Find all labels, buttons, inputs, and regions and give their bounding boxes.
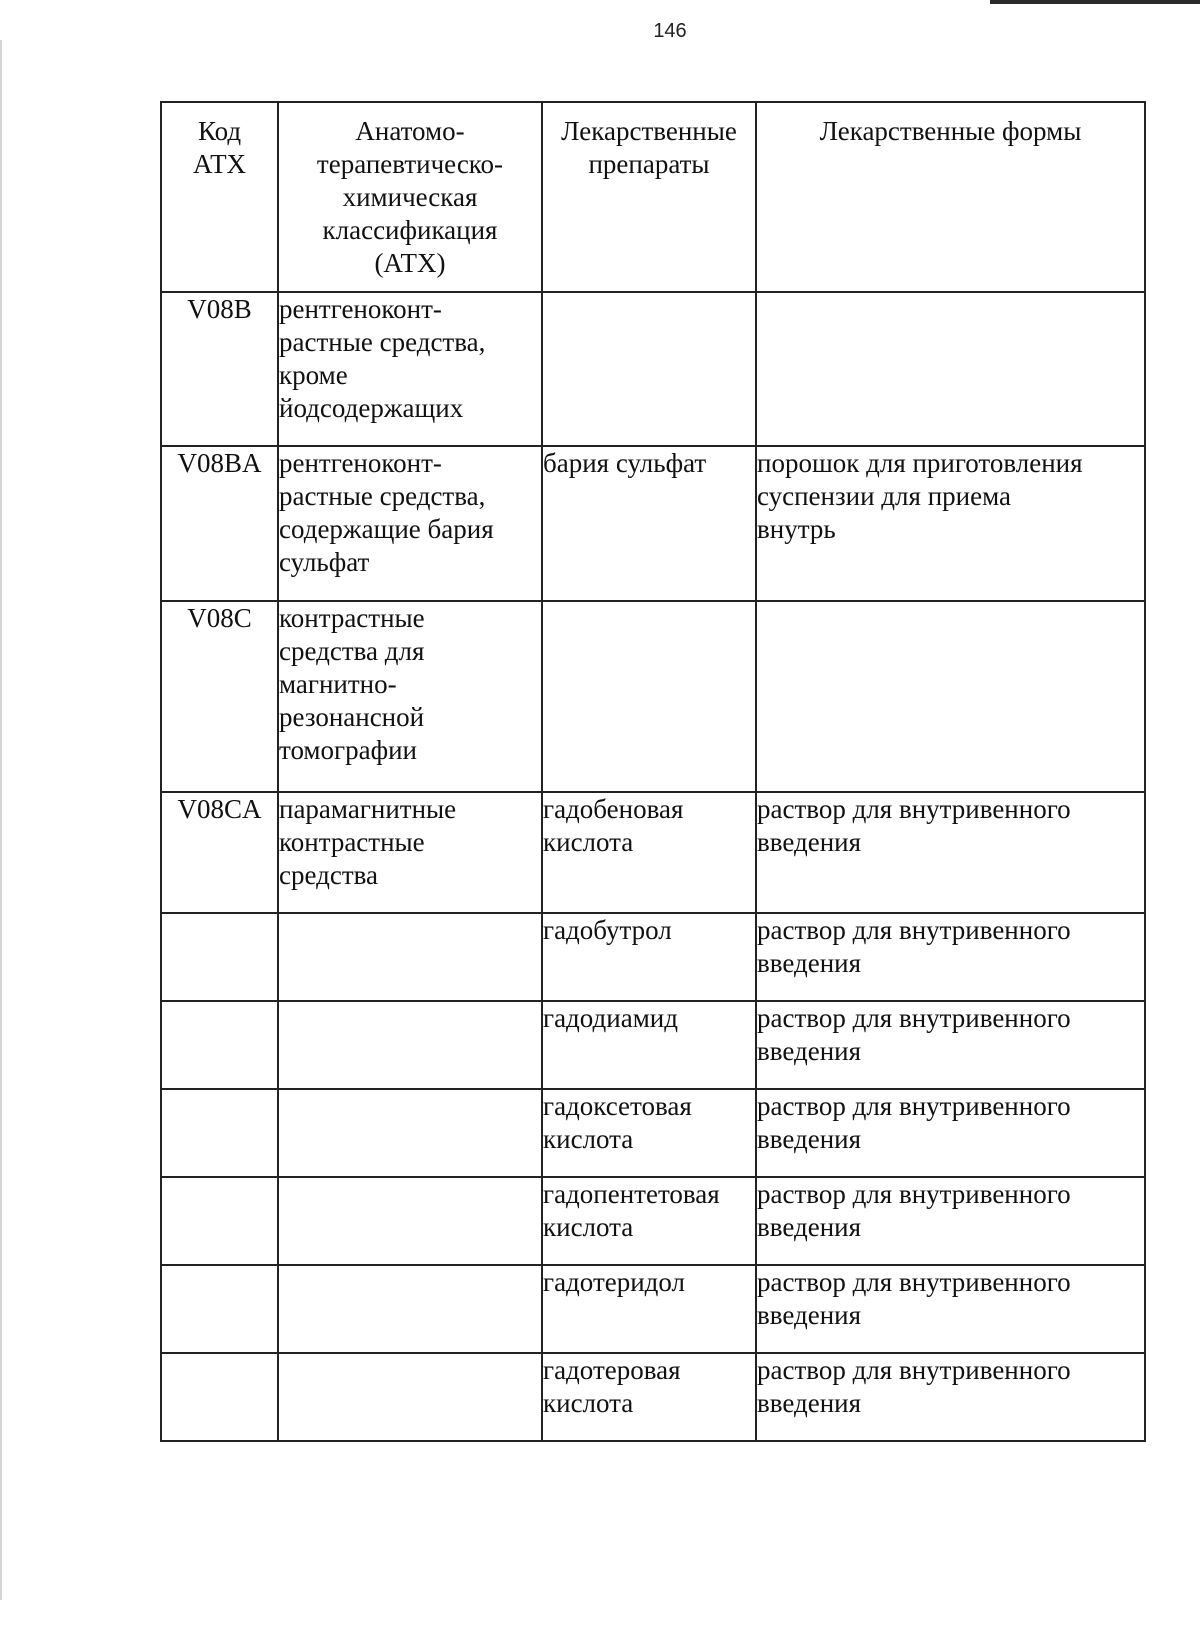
cell-code bbox=[161, 1177, 278, 1265]
cell-drug: гадотеридол bbox=[542, 1265, 756, 1353]
scan-edge-left bbox=[0, 40, 2, 1600]
cell-form: раствор для внутривенного введения bbox=[756, 913, 1145, 1001]
table-row bbox=[161, 792, 1145, 913]
cell-drug: гадотеровая кислота bbox=[542, 1353, 756, 1441]
page-number: 146 bbox=[653, 20, 687, 42]
cell-drug bbox=[542, 292, 756, 446]
cell-form: раствор для внутривенного введения bbox=[756, 1089, 1145, 1177]
cell-code: V08CA bbox=[161, 792, 278, 913]
cell-classification: контрастные средства для магнитно- резонансной томографии bbox=[278, 601, 542, 792]
cell-classification: рентгеноконт- растные средства, кроме йодсодержащих bbox=[278, 292, 542, 446]
cell-code bbox=[161, 1265, 278, 1353]
cell-drug: гадопентетовая кислота bbox=[542, 1177, 756, 1265]
cell-form: раствор для внутривенного введения bbox=[756, 1177, 1145, 1265]
header-drugs: Лекарственные препараты bbox=[542, 102, 756, 292]
cell-code: V08C bbox=[161, 601, 278, 792]
cell-classification bbox=[278, 1177, 542, 1265]
table-row bbox=[161, 601, 1145, 792]
cell-code bbox=[161, 1353, 278, 1441]
atx-table bbox=[160, 101, 1146, 1442]
scan-edge-top bbox=[990, 0, 1200, 4]
table-row bbox=[161, 1089, 1145, 1177]
table-row bbox=[161, 1001, 1145, 1089]
cell-drug: гадобеновая кислота bbox=[542, 792, 756, 913]
cell-form: раствор для внутривенного введения bbox=[756, 792, 1145, 913]
cell-drug: гадоксетовая кислота bbox=[542, 1089, 756, 1177]
cell-classification bbox=[278, 913, 542, 1001]
cell-code bbox=[161, 1001, 278, 1089]
table-row bbox=[161, 913, 1145, 1001]
table-row bbox=[161, 292, 1145, 446]
cell-form: раствор для внутривенного введения bbox=[756, 1353, 1145, 1441]
cell-classification bbox=[278, 1265, 542, 1353]
cell-drug: гадодиамид bbox=[542, 1001, 756, 1089]
cell-classification: рентгеноконт- растные средства, содержащие бария сульфат bbox=[278, 446, 542, 601]
cell-form: раствор для внутривенного введения bbox=[756, 1265, 1145, 1353]
cell-classification bbox=[278, 1353, 542, 1441]
cell-drug: гадобутрол bbox=[542, 913, 756, 1001]
cell-form bbox=[756, 292, 1145, 446]
cell-form: порошок для приготовления суспензии для приема внутрь bbox=[756, 446, 1145, 601]
cell-drug bbox=[542, 601, 756, 792]
cell-classification bbox=[278, 1089, 542, 1177]
table-row bbox=[161, 1177, 1145, 1265]
cell-code bbox=[161, 913, 278, 1001]
header-code: Код АТХ bbox=[161, 102, 278, 292]
cell-form bbox=[756, 601, 1145, 792]
cell-classification: парамагнитные контрастные средства bbox=[278, 792, 542, 913]
table-header-row bbox=[161, 102, 1145, 292]
table-row bbox=[161, 1265, 1145, 1353]
cell-code: V08B bbox=[161, 292, 278, 446]
cell-code: V08BA bbox=[161, 446, 278, 601]
cell-classification bbox=[278, 1001, 542, 1089]
cell-drug: бария сульфат bbox=[542, 446, 756, 601]
cell-form: раствор для внутривенного введения bbox=[756, 1001, 1145, 1089]
table-row bbox=[161, 446, 1145, 601]
header-classification: Анатомо- терапевтическо- химическая классификация (АТХ) bbox=[278, 102, 542, 292]
cell-code bbox=[161, 1089, 278, 1177]
header-forms: Лекарственные формы bbox=[756, 102, 1145, 292]
table-row bbox=[161, 1353, 1145, 1441]
